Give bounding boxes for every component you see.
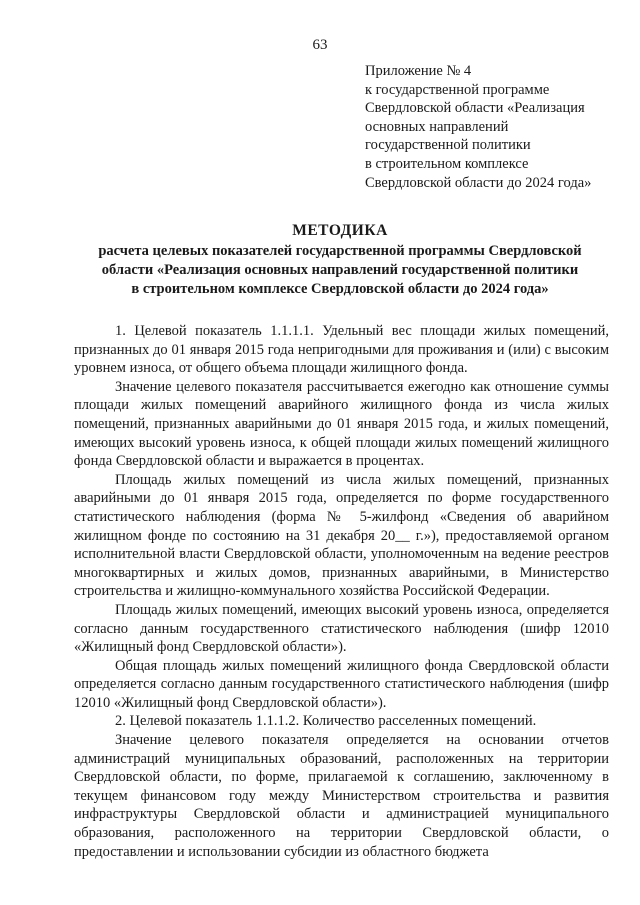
paragraph: Общая площадь жилых помещений жилищного фонда Свердловской области определяется согласно данным государственного статистического наблюдения (шифр 12010 «Жилищный фонд Свердловской области»). <box>74 657 609 711</box>
appendix-line: государственной политики <box>365 137 531 154</box>
appendix-line: к государственной программе <box>365 81 550 98</box>
appendix-line: в строительном комплексе <box>365 155 529 172</box>
document-title <box>60 220 620 298</box>
page-number: 63 <box>312 37 328 53</box>
paragraph: 2. Целевой показатель 1.1.1.2. Количество расселенных помещений. <box>115 713 537 730</box>
appendix-line: Свердловской области «Реализация <box>365 100 585 117</box>
appendix-line: Приложение № 4 <box>365 63 472 79</box>
appendix-block <box>365 62 635 192</box>
paragraph: Значение целевого показателя определяется на основании отчетов администраций муниципальных образований, расположенных на территории Свердловской области, по форме, прилагаемой к соглашению, заключенному в текущем финансовом году между Министерством строительства и развития инфраструктуры Свердловской области и администрацией муниципального образования, расположенного на территории Свердловской области, о предоставлении и использовании субсидии из областного бюджета <box>74 732 609 860</box>
appendix-line: Свердловской области до 2024 года» <box>365 174 592 191</box>
title-line: области «Реализация основных направлений государственной политики <box>101 261 579 278</box>
paragraph: Площадь жилых помещений из числа жилых помещений, признанных аварийными до 01 января 2015 года, определяется по форме государственного статистического наблюдения (форма № 5-жилфонд «Сведения об аварийном жилищном фонде по состоянию на 31 декабря 20__ г.»), предоставляемой органом исполнительной власти Свердловской области, уполномоченным на ведение реестров многоквартирных и жилых домов, признанных аварийными, в Министерство строительства и жилищно-коммунального хозяйства Российской Федерации. <box>74 471 609 600</box>
paragraph: 1. Целевой показатель 1.1.1.1. Удельный вес площади жилых помещений, признанных до 01 января 2015 года непригодными для проживания и (или) с высоким уровнем износа, от общего объема площади жилищного фонда. <box>74 323 609 377</box>
paragraph: Площадь жилых помещений, имеющих высокий уровень износа, определяется согласно данным государственного статистического наблюдения (шифр 12010 «Жилищный фонд Свердловской области»). <box>74 601 609 656</box>
appendix-line: основных направлений <box>365 118 509 135</box>
paragraph: Значение целевого показателя рассчитывается ежегодно как отношение суммы площади жилых помещений аварийного жилищного фонда из числа жилых помещений, признанных аварийными до 01 января 2015 года, и жилых помещений, имеющих высокий уровень износа, к общей площади жилых помещений жилищного фонда Свердловской области и выражается в процентах. <box>74 378 609 470</box>
title-line: в строительном комплексе Свердловской области до 2024 года» <box>131 280 549 297</box>
document-body <box>74 322 609 861</box>
title-main: МЕТОДИКА <box>292 222 388 239</box>
title-line: расчета целевых показателей государственной программы Свердловской <box>98 243 582 259</box>
